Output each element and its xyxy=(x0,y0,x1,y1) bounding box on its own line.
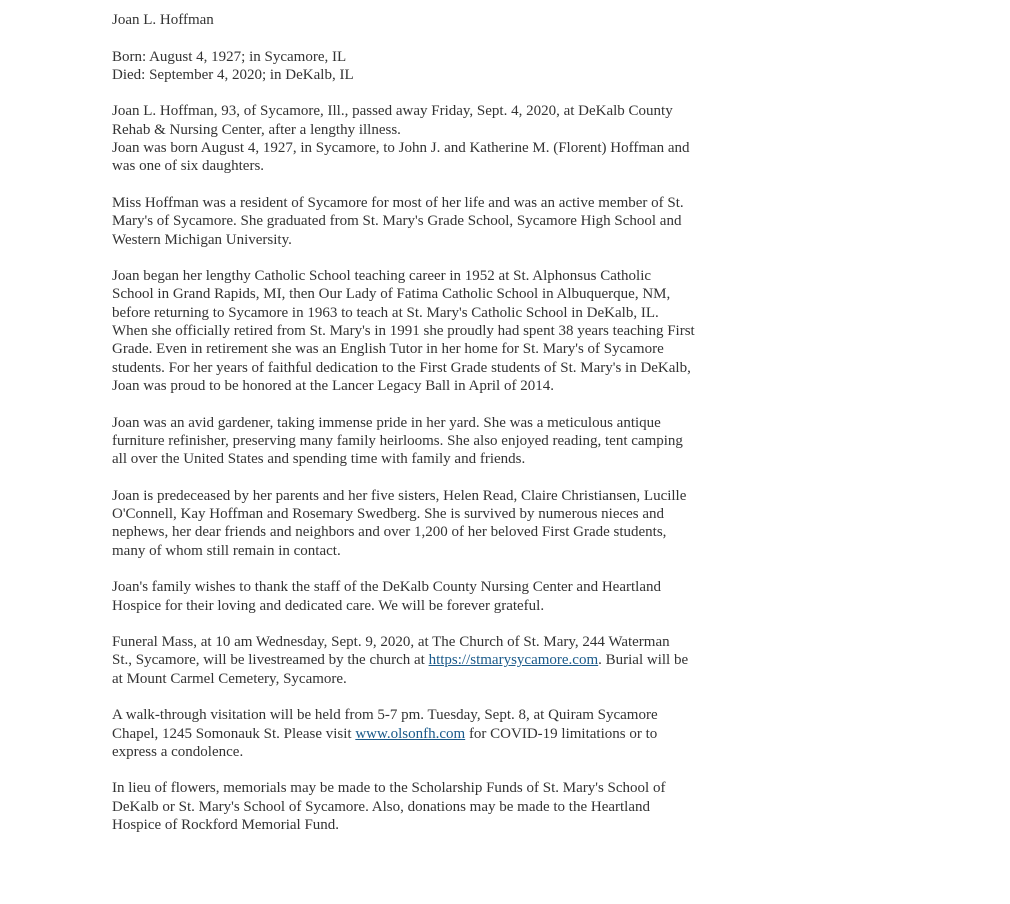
obituary-name: Joan L. Hoffman xyxy=(112,12,214,28)
paragraph-thanks: Joan's family wishes to thank the staff of the DeKalb County Nursing Center and Heartland Hospice for their loving and dedicated care. We will be forever grateful. xyxy=(112,579,661,614)
paragraph-hobbies: Joan was an avid gardener, taking immense pride in her yard. She was a meticulous antique furniture refinisher, preserving many family heirlooms. She also enjoyed reading, tent camping all over the United States and spending time with family and friends. xyxy=(112,414,683,468)
paragraph-career: Joan began her lengthy Catholic School teaching career in 1952 at St. Alphonsus Catholic School in Grand Rapids, MI, then Our Lady of Fatima Catholic School in Albuquerque, NM, before returning to Sycamore in 1963 to teach at St. Mary's Catholic School in DeKalb, IL. When she officially retired from St. Mary's in 1991 she proudly had spent 38 years teaching First Grade. Even in retirement she was an English Tutor in her home for St. Mary's of Sycamore students. For her years of faithful dedication to the First Grade students of St. Mary's in DeKalb, Joan was proud to be honored at the Lancer Legacy Ball in April of 2014. xyxy=(112,268,695,394)
stmary-livestream-link[interactable]: https://stmarysycamore.com xyxy=(428,652,599,669)
died-line: Died: September 4, 2020; in DeKalb, IL xyxy=(112,66,354,83)
paragraph-funeral: Funeral Mass, at 10 am Wednesday, Sept. 9, 2020, at The Church of St. Mary, 244 Waterman St., Sycamore, will be livestreamed by the church at https://stmarysycamore.com. Burial will be at Mount Carmel Cemetery, Sycamore. xyxy=(112,634,689,687)
paragraph-residence: Miss Hoffman was a resident of Sycamore for most of her life and was an active member of St. Mary's of Sycamore. She graduated from St. Mary's Grade School, Sycamore High School and Western Michigan University. xyxy=(112,194,684,248)
paragraph-memorials: In lieu of flowers, memorials may be made to the Scholarship Funds of St. Mary's School of DeKalb or St. Mary's School of Sycamore. Also, donations may be made to the Heartland Hospice of Rockford Memorial Fund. xyxy=(112,780,666,834)
paragraph-visitation: A walk-through visitation will be held from 5-7 pm. Tuesday, Sept. 8, at Quiram Sycamore Chapel, 1245 Somonauk St. Please visit www.olsonfh.com for COVID-19 limitations or to express a condolence. xyxy=(112,707,658,760)
paragraph-intro: Joan L. Hoffman, 93, of Sycamore, Ill., passed away Friday, Sept. 4, 2020, at DeKalb County Rehab & Nursing Center, after a lengthy illness. Joan was born August 4, 1927, in Sycamore, to John J. and Katherine M. (Florent) Hoffman and was one of six daughters. xyxy=(112,103,690,175)
paragraph-family: Joan is predeceased by her parents and her five sisters, Helen Read, Claire Christiansen, Lucille O'Connell, Kay Hoffman and Rosemary Swedberg. She is survived by numerous nieces and nephews, her dear friends and neighbors and over 1,200 of her beloved First Grade students, many of whom still remain in contact. xyxy=(112,487,687,559)
olsonfh-link[interactable]: www.olsonfh.com xyxy=(355,725,466,742)
born-line: Born: August 4, 1927; in Sycamore, IL xyxy=(112,48,347,65)
obituary-document xyxy=(112,11,752,853)
life-dates xyxy=(112,48,752,85)
